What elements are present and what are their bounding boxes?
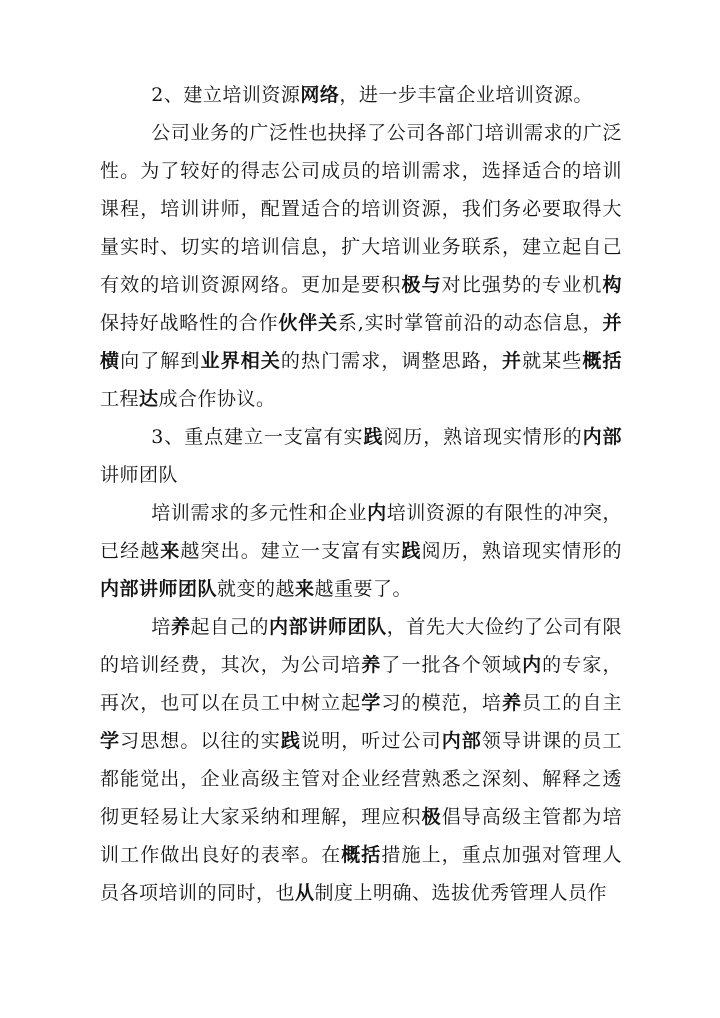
text-run: 的热门需求，调整思路， — [280, 350, 502, 372]
bold-text-run: 内部 — [441, 730, 482, 752]
body-paragraph — [100, 608, 622, 912]
text-run: 就变的越 — [217, 578, 296, 600]
bold-text-run: 极与 — [401, 274, 442, 296]
text-run: 领导讲课的员工都能觉出，企业高级主管对企业经营熟悉之深刻、解释之透彻更轻易让大家采纳和理解，理应积 — [100, 730, 622, 828]
heading-paragraph — [100, 76, 622, 114]
bold-text-run: 内部讲师团队 — [269, 616, 387, 638]
bold-text-run: 概括 — [341, 844, 382, 866]
text-run: 越突出。建立一支富有实 — [180, 540, 402, 562]
bold-text-run: 学 — [361, 692, 382, 714]
text-run: 说明，听过公司 — [301, 730, 442, 752]
bold-text-run: 内部讲师团队 — [100, 578, 218, 600]
text-run: 保持好战略性的合作 — [100, 312, 279, 334]
bold-text-run: 业界相关 — [200, 350, 281, 372]
bold-text-run: 养 — [361, 654, 382, 676]
bold-text-run: 伙伴关 — [278, 312, 338, 334]
bold-text-run: 内部 — [582, 426, 622, 448]
text-run: 了一批各个领域 — [381, 654, 523, 676]
text-run: 培训资源的有限性的冲突，已经越 — [100, 502, 622, 562]
bold-text-run: 概括 — [582, 350, 622, 372]
bold-text-run: 养 — [170, 616, 191, 638]
text-run: 员工的自主 — [522, 692, 622, 714]
text-run: 越重要了。 — [314, 578, 413, 600]
text-run: 阅历，熟谙现实情形的 — [383, 426, 583, 448]
bold-text-run: 内 — [522, 654, 543, 676]
text-run: 起自己的 — [190, 616, 270, 638]
text-run: 阅历，熟谙现实情形的 — [421, 540, 622, 562]
text-run: 2、建立培训资源 — [151, 84, 301, 106]
text-run: 习思想。以往的实 — [120, 730, 281, 752]
bold-text-run: 网络 — [300, 84, 340, 106]
bold-text-run: 来 — [160, 540, 181, 562]
text-run: 培训需求的多元性和企业 — [151, 502, 368, 524]
text-run: 培 — [151, 616, 171, 638]
bold-text-run: 学 — [100, 730, 121, 752]
bold-text-run: 践 — [401, 540, 422, 562]
bold-text-run: 达 — [139, 388, 159, 410]
document-content — [100, 76, 622, 912]
text-run: 就某些 — [522, 350, 583, 372]
bold-text-run: 来 — [295, 578, 315, 600]
bold-text-run: 构 — [602, 274, 622, 296]
bold-text-run: 并横 — [100, 312, 622, 372]
text-run: 工程 — [100, 388, 140, 410]
bold-text-run: 内 — [367, 502, 387, 524]
bold-text-run: 从 — [295, 882, 315, 904]
text-run: ，首先大大俭约了公司有限的培训经费，其次，为公司培 — [100, 616, 622, 676]
text-run: 倡导高级主管都为培训工作做出良好的表率。在 — [100, 806, 622, 866]
heading-paragraph — [100, 418, 622, 494]
text-run: 习的模范，培 — [381, 692, 502, 714]
bold-text-run: 践 — [280, 730, 301, 752]
text-run: 措施上，重点加强对管理人员各项培训的同时，也 — [100, 844, 622, 904]
text-run: ，进一步丰富企业培训资源。 — [339, 84, 593, 106]
bold-text-run: 养 — [501, 692, 523, 714]
text-run: 的专家，再次，也可以在员工中树立起 — [100, 654, 622, 714]
text-run: 系,实时掌管前沿的动态信息， — [337, 312, 603, 334]
text-run: 3、重点建立一支富有实 — [151, 426, 364, 448]
bold-text-run: 极 — [421, 806, 442, 828]
text-run: 向了解到 — [120, 350, 201, 372]
bold-text-run: 并 — [501, 350, 523, 372]
text-run: 公司业务的广泛性也抉择了公司各部门培训需求的广泛性。为了较好的得志公司成员的培训需求，选择适合的培训课程，培训讲师，配置适合的培训资源，我们务必要取得大量实时、切实的培训信息，扩大培训业务联系，建立起自己有效的培训资源网络。更加是要积 — [100, 122, 622, 296]
text-run: 成合作协议。 — [158, 388, 276, 410]
body-paragraph — [100, 494, 622, 608]
text-run: 制度上明确、选拔优秀管理人员作 — [314, 882, 608, 904]
text-run: 对比强势的专业机 — [441, 274, 603, 296]
body-paragraph — [100, 114, 622, 418]
bold-text-run: 践 — [363, 426, 384, 448]
text-run: 讲师团队 — [100, 464, 179, 486]
